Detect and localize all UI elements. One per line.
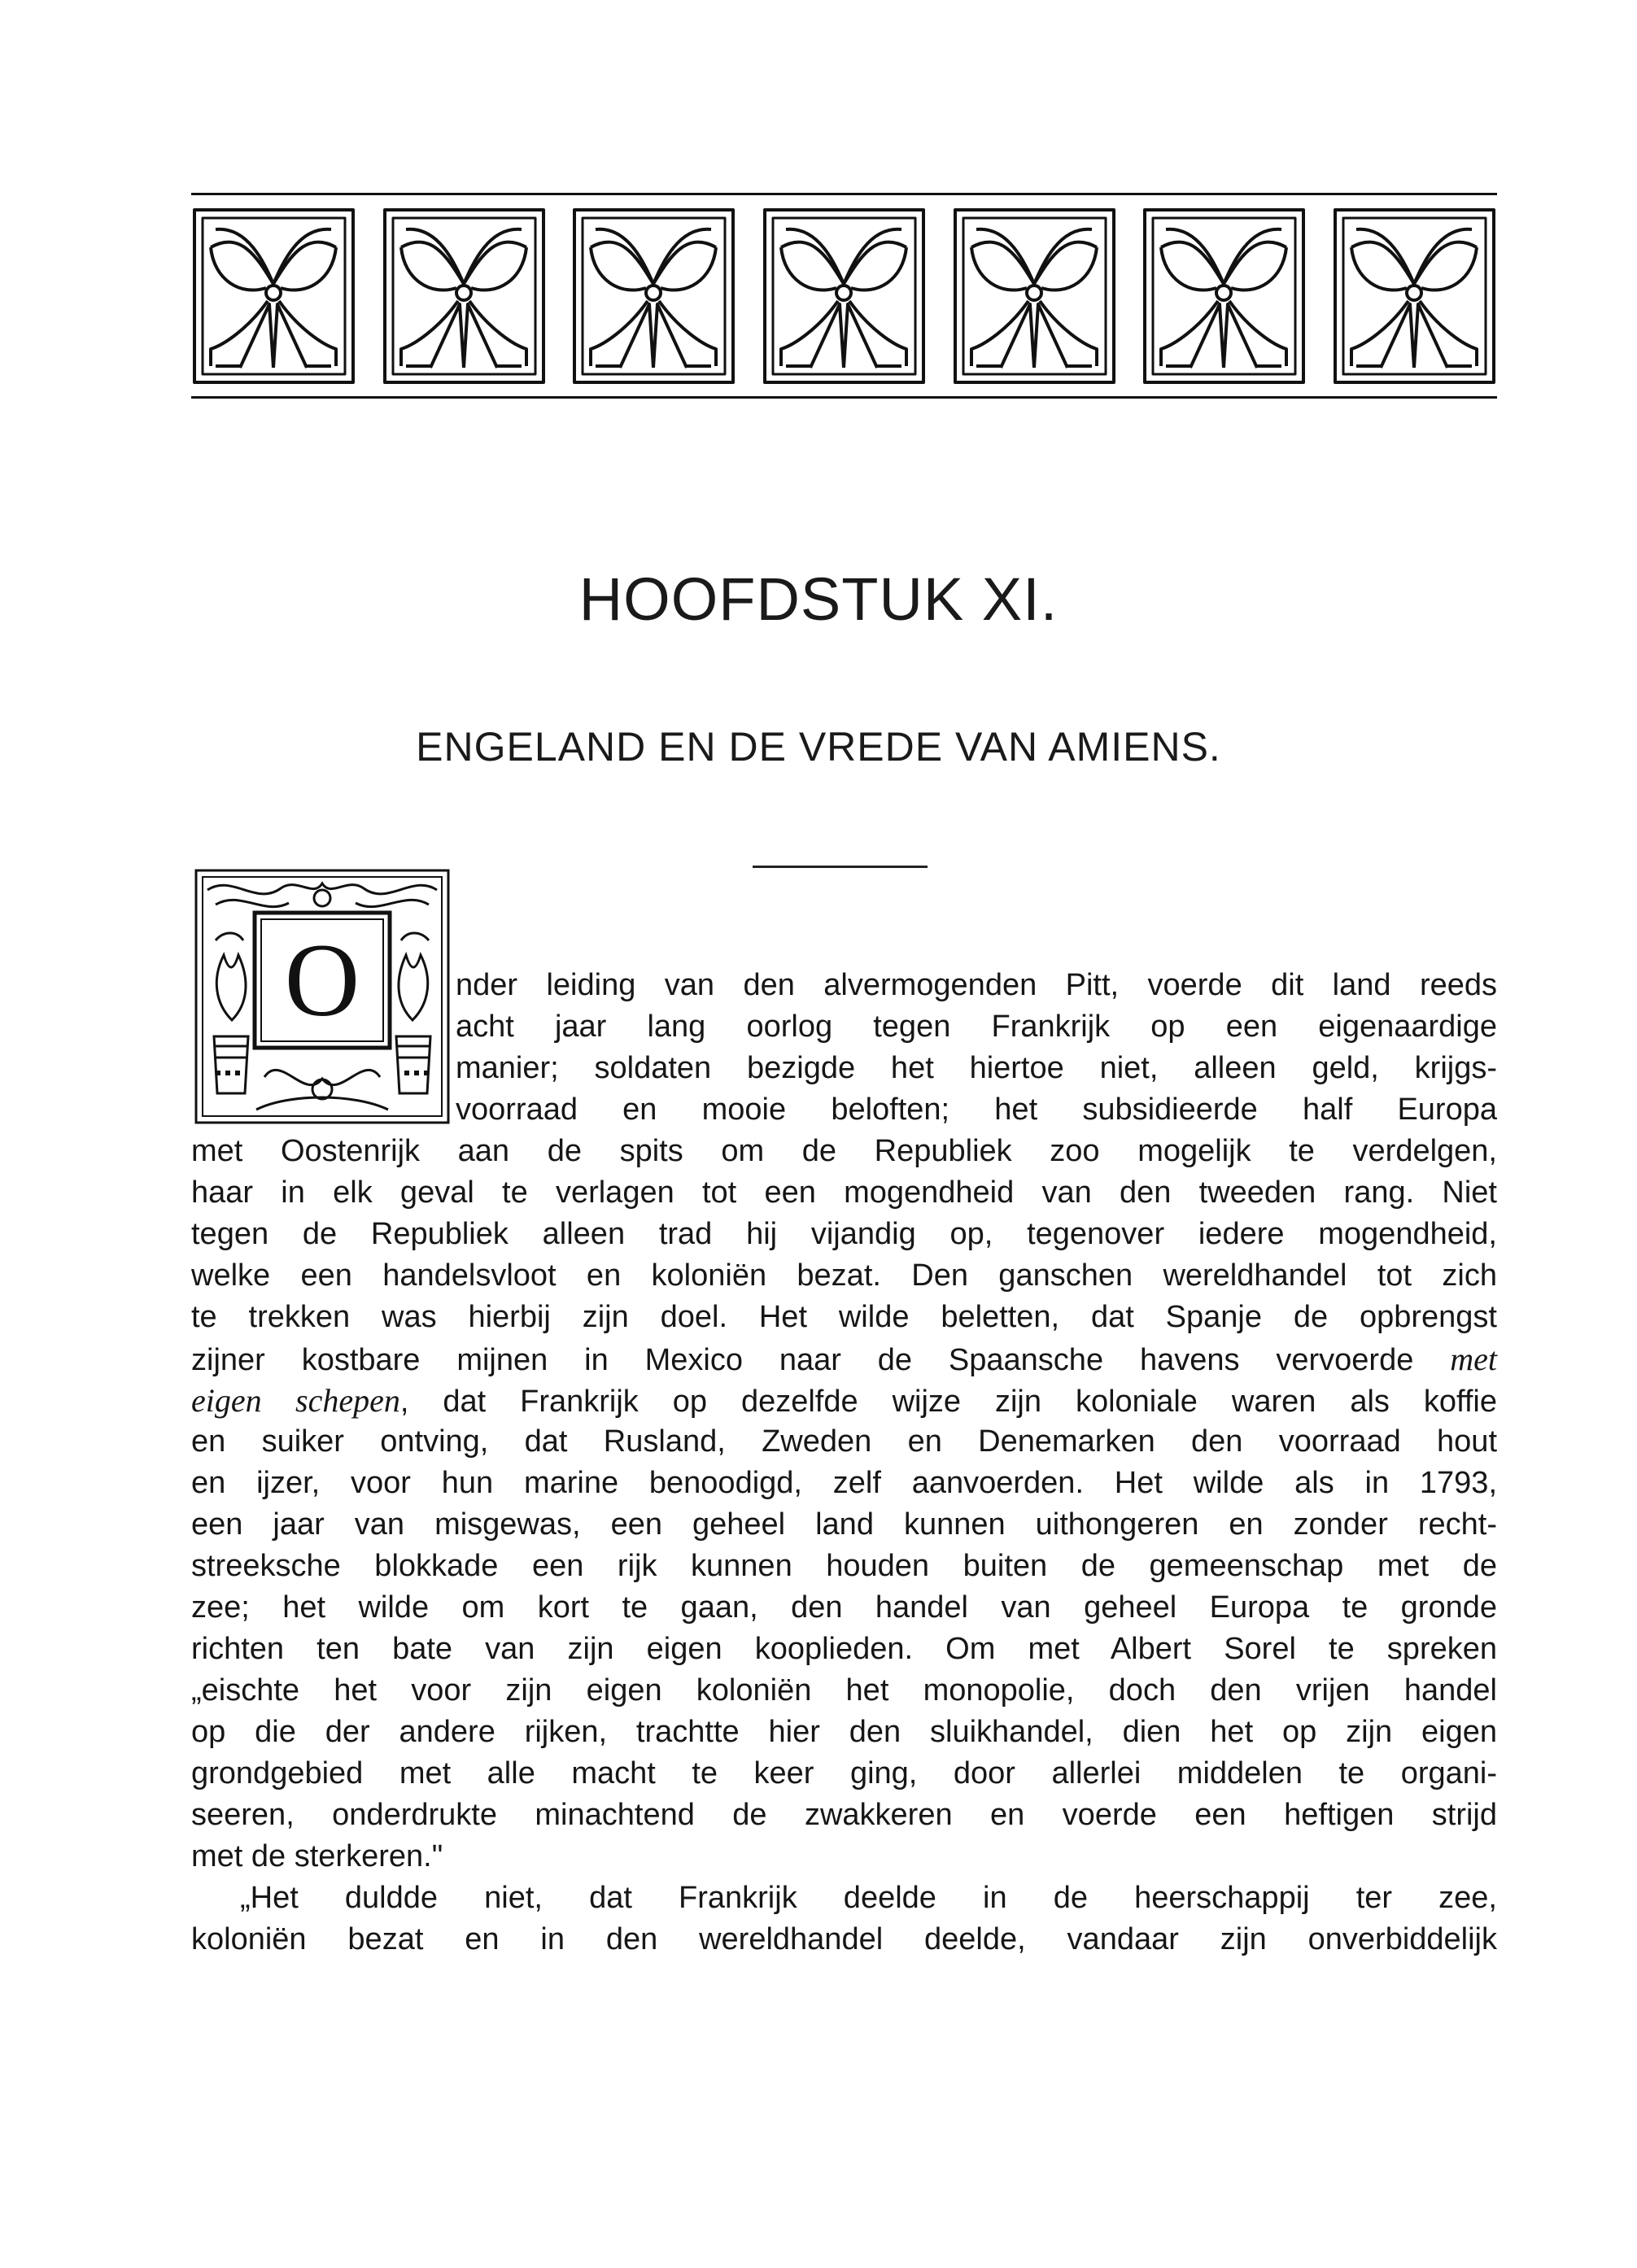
- body-line: [191, 1592, 1497, 1623]
- body-line: [191, 1799, 1497, 1830]
- body-line: [191, 1219, 1497, 1250]
- body-line: [191, 1136, 1497, 1167]
- body-line: [191, 1924, 1497, 1955]
- body-text-segment: streeksche blokkade een rijk kunnen houden buiten de gemeenschap met de: [191, 1549, 1497, 1583]
- body-text-segment: en ijzer, voor hun marine benoodigd, zelf aanvoerden. Het wilde als in 1793,: [191, 1466, 1497, 1500]
- ornament-tile-icon: [382, 207, 547, 386]
- body-line: [191, 1343, 1497, 1376]
- ornament-tile-icon: [1142, 207, 1307, 386]
- body-text-segment: zijner kostbare mijnen in Mexico naar de Spaansche havens vervoerde: [191, 1343, 1414, 1377]
- ornament-tile: [571, 207, 736, 386]
- body-text-segment: „eischte het voor zijn eigen koloniën het monopolie, doch den vrijen handel: [191, 1673, 1497, 1708]
- body-line: [191, 1675, 1497, 1706]
- body-text-segment: , dat Frankrijk op dezelfde wijze zijn koloniale waren als koffie: [399, 1385, 1497, 1419]
- body-text-segment: voorraad en mooie beloften; het subsidieerde half Europa: [456, 1093, 1497, 1127]
- ornament-tile-icon: [952, 207, 1117, 386]
- body-line: [191, 1260, 1497, 1291]
- chapter-subtitle: ENGELAND EN DE VREDE VAN AMIENS.: [416, 724, 1221, 770]
- body-line: [191, 1468, 1497, 1498]
- body-text-segment: met Oostenrijk aan de spits om de Republiek zoo mogelijk te verdelgen,: [191, 1134, 1497, 1168]
- body-line: [191, 1716, 1497, 1747]
- body-line: [191, 1758, 1497, 1789]
- body-text-segment: te trekken was hierbij zijn doel. Het wilde beletten, dat Spanje de opbrengst: [191, 1300, 1497, 1334]
- body-text-segment: manier; soldaten bezigde het hiertoe niet, alleen geld, krijgs-: [456, 1051, 1497, 1085]
- body-line: [191, 1633, 1497, 1664]
- body-text-segment: een jaar van misgewas, een geheel land kunnen uithongeren en zonder recht-: [191, 1507, 1497, 1542]
- body-line: [191, 1551, 1497, 1581]
- ornament-tile-icon: [571, 207, 736, 386]
- body-text-segment: nder leiding van den alvermogenden Pitt, voerde dit land reeds: [456, 968, 1497, 1002]
- body-text-segment: seeren, onderdrukte minachtend de zwakkeren en voerde een heftigen strijd: [191, 1798, 1497, 1832]
- ornament-tile: [952, 207, 1117, 386]
- ornament-tile: [191, 207, 356, 386]
- body-text-segment: met: [1450, 1341, 1498, 1377]
- body-line: [456, 970, 1497, 1001]
- ornament-tile: [1142, 207, 1307, 386]
- ornament-band: [191, 207, 1497, 386]
- body-line: [191, 1382, 1497, 1419]
- ornament-tile: [762, 207, 927, 386]
- body-line: [191, 1426, 1497, 1457]
- body-line: [240, 1882, 1497, 1913]
- chapter-title: HOOFDSTUK XI.: [578, 565, 1059, 633]
- body-text-segment: met de sterkeren.": [191, 1839, 443, 1873]
- header-rule-bottom: [191, 396, 1497, 399]
- body-text-segment: zee; het wilde om kort te gaan, den handel van geheel Europa te gronde: [191, 1590, 1497, 1625]
- body-line: [191, 1302, 1497, 1332]
- body-line: [456, 1094, 1497, 1125]
- ornament-tile: [382, 207, 547, 386]
- body-text-segment: tegen de Republiek alleen trad hij vijandig op, tegenover iedere mogendheid,: [191, 1217, 1497, 1251]
- body-text-segment: acht jaar lang oorlog tegen Frankrijk op een eigenaardige: [456, 1010, 1497, 1044]
- body-line: [456, 1011, 1497, 1042]
- drop-cap-ornament: [191, 866, 453, 1127]
- body-text-segment: haar in elk geval te verlagen tot een mogendheid van den tweeden rang. Niet: [191, 1175, 1497, 1210]
- body-text-segment: richten ten bate van zijn eigen kooplieden. Om met Albert Sorel te spreken: [191, 1632, 1497, 1666]
- header-rule-top: [191, 193, 1497, 195]
- body-text-segment: op die der andere rijken, trachtte hier den sluikhandel, dien het op zijn eigen: [191, 1715, 1497, 1749]
- body-text-segment: koloniën bezat en in den wereldhandel deelde, vandaar zijn onverbiddelijk: [191, 1922, 1497, 1956]
- body-text-segment: eigen schepen: [191, 1382, 400, 1419]
- ornament-tile-icon: [762, 207, 927, 386]
- section-divider: [753, 866, 928, 868]
- ornament-tile: [1332, 207, 1497, 386]
- body-text-segment: „Het duldde niet, dat Frankrijk deelde in de heerschappij ter zee,: [240, 1881, 1497, 1915]
- body-line: [191, 1509, 1497, 1540]
- body-text-segment: grondgebied met alle macht te keer ging, door allerlei middelen te organi-: [191, 1756, 1497, 1790]
- ornament-tile-icon: [191, 207, 356, 386]
- body-line: [456, 1053, 1497, 1084]
- body-text-segment: en suiker ontving, dat Rusland, Zweden en Denemarken den voorraad hout: [191, 1424, 1497, 1459]
- body-text-segment: welke een handelsvloot en koloniën bezat. Den ganschen wereldhandel tot zich: [191, 1258, 1497, 1293]
- body-line: [191, 1177, 1497, 1208]
- ornament-tile-icon: [1332, 207, 1497, 386]
- drop-cap-letter: O: [284, 922, 360, 1038]
- body-line: [191, 1841, 1497, 1872]
